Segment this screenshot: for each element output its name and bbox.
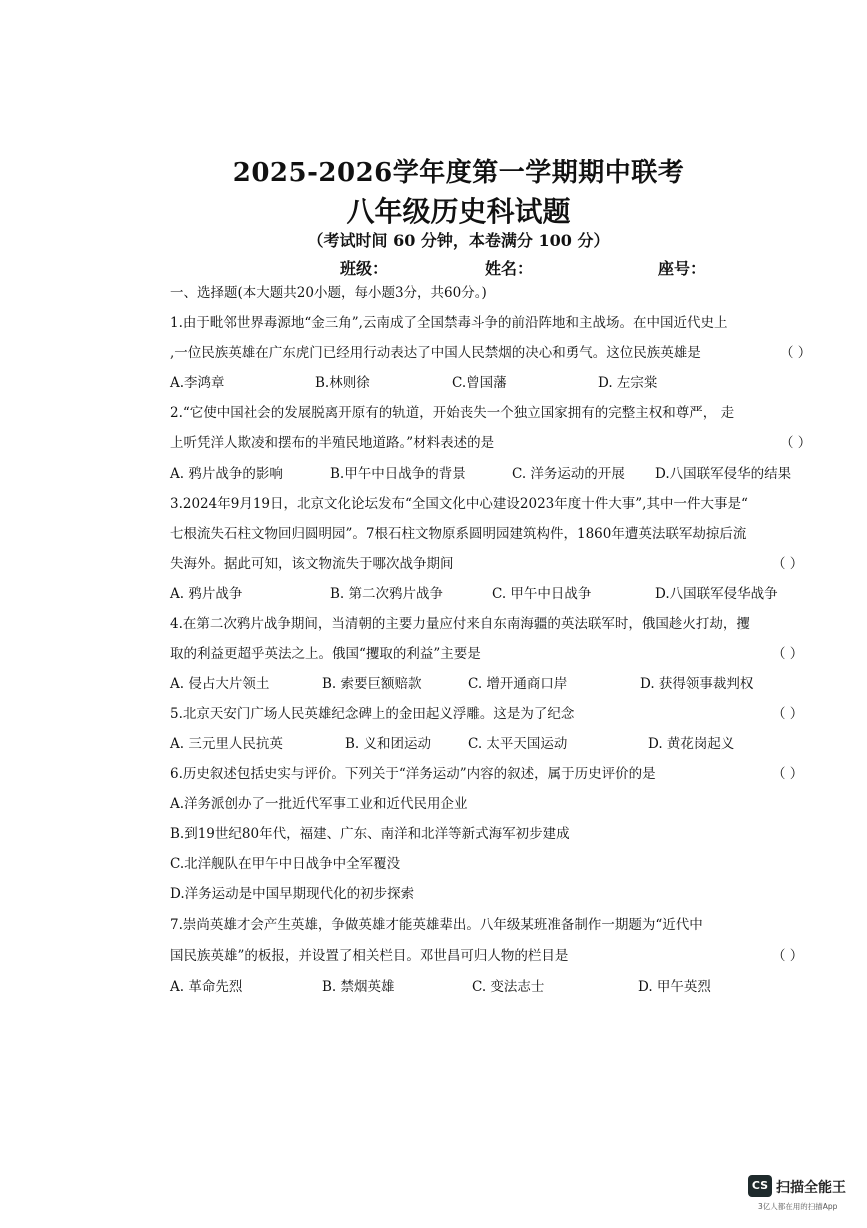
option-b: B.到19世纪80年代，福建、广东、南洋和北洋等新式海军初步建成 [170,826,570,842]
answer-paren: （ ） [772,766,804,782]
option-a: A. 侵占大片领土 [170,676,270,692]
option-d: D.洋务运动是中国早期现代化的初步探索 [170,886,415,902]
exam-title: 2025-2026学年度第一学期期中联考 [232,158,685,188]
question-2-line-1: 2.“它使中国社会的发展脱离开原有的轨道，开始丧失一个独立国家拥有的完整主权和尊严， 走 [170,405,735,421]
option-b: B. 禁烟英雄 [322,979,395,995]
option-c: C. 增开通商口岸 [468,676,568,692]
section-title: 一、选择题(本大题共20小题，每小题3分，共60分。) [170,285,487,301]
question-3-line-3: 失海外。据此可知，该文物流失于哪次战争期间 [170,556,454,572]
option-b: B. 第二次鸦片战争 [330,586,444,602]
option-a: A. 三元里人民抗英 [170,736,283,752]
option-d: D. 获得领事裁判权 [640,676,754,692]
scanner-app-name: 扫描全能王 [776,1180,846,1196]
option-d: D.八国联军侵华战争 [655,586,778,602]
question-3-line-2: 七根流失石柱文物回归圆明园”。7根石柱文物原系圆明园建筑构件，1860年遭英法联军劫掠后流 [170,526,747,542]
question-6-line-1: 6.历史叙述包括史实与评价。下列关于“洋务运动”内容的叙述，属于历史评价的是 [170,766,656,782]
seat-label: 座号： [658,259,707,278]
option-c: C. 变法志士 [472,979,545,995]
option-c: C. 甲午中日战争 [492,586,592,602]
answer-paren: （ ） [780,435,812,451]
answer-paren: （ ） [772,556,804,572]
student-info-row [0,256,867,280]
scanner-watermark [748,1175,848,1215]
option-c: C.曾国藩 [452,375,507,391]
option-a: A. 鸦片战争 [170,586,243,602]
option-d: D. 左宗棠 [598,375,658,391]
option-a: A.李鸿章 [170,375,225,391]
name-label: 姓名： [485,259,534,278]
answer-paren: （ ） [772,706,804,722]
option-b: B.林则徐 [315,375,370,391]
option-a: A. 革命先烈 [170,979,243,995]
option-a: A. 鸦片战争的影响 [170,466,283,482]
option-b: B. 索要巨额赔款 [322,676,422,692]
scanner-tagline: 3亿人都在用的扫描App [758,1202,838,1211]
answer-paren: （ ） [780,345,812,361]
answer-paren: （ ） [772,646,804,662]
option-a: A.洋务派创办了一批近代军事工业和近代民用企业 [170,796,468,812]
question-4-line-1: 4.在第二次鸦片战争期间，当清朝的主要力量应付来自东南海疆的英法联军时，俄国趁火打劫，攫 [170,616,750,632]
option-c: C.北洋舰队在甲午中日战争中全军覆没 [170,856,401,872]
question-5-line-1: 5.北京天安门广场人民英雄纪念碑上的金田起义浮雕。这是为了纪念 [170,706,575,722]
question-7-line-1: 7.崇尚英雄才会产生英雄，争做英雄才能英雄辈出。八年级某班准备制作一期题为“近代中 [170,917,703,933]
option-d: D. 黄花岗起义 [648,736,735,752]
question-1-line-2: ,一位民族英雄在广东虎门已经用行动表达了中国人民禁烟的决心和勇气。这位民族英雄是 [170,345,701,361]
question-3-line-1: 3.2024年9月19日，北京文化论坛发布“全国文化中心建设2023年度十件大事”,其中一件大事是“ [170,496,748,512]
option-c: C. 洋务运动的开展 [512,466,625,482]
exam-subject-title: 八年级历史科试题 [346,195,571,228]
option-b: B. 义和团运动 [345,736,432,752]
class-label: 班级： [340,259,389,278]
answer-paren: （ ） [772,948,804,964]
option-d: D. 甲午英烈 [638,979,711,995]
option-b: B.甲午中日战争的背景 [330,466,466,482]
question-2-line-2: 上听凭洋人欺凌和摆布的半殖民地道路。”材料表述的是 [170,435,495,451]
option-c: C. 太平天国运动 [468,736,568,752]
option-d: D.八国联军侵华的结果 [655,466,792,482]
exam-info: （考试时间 60 分钟，本卷满分 100 分） [307,231,610,250]
question-1-line-1: 1.由于毗邻世界毒源地“金三角”,云南成了全国禁毒斗争的前沿阵地和主战场。在中国近代史上 [170,315,728,331]
question-4-line-2: 取的利益更超乎英法之上。俄国“攫取的利益”主要是 [170,646,481,662]
question-7-line-2: 国民族英雄”的板报，并设置了相关栏目。邓世昌可归人物的栏目是 [170,948,569,964]
scanner-logo-icon: CS [748,1175,772,1197]
